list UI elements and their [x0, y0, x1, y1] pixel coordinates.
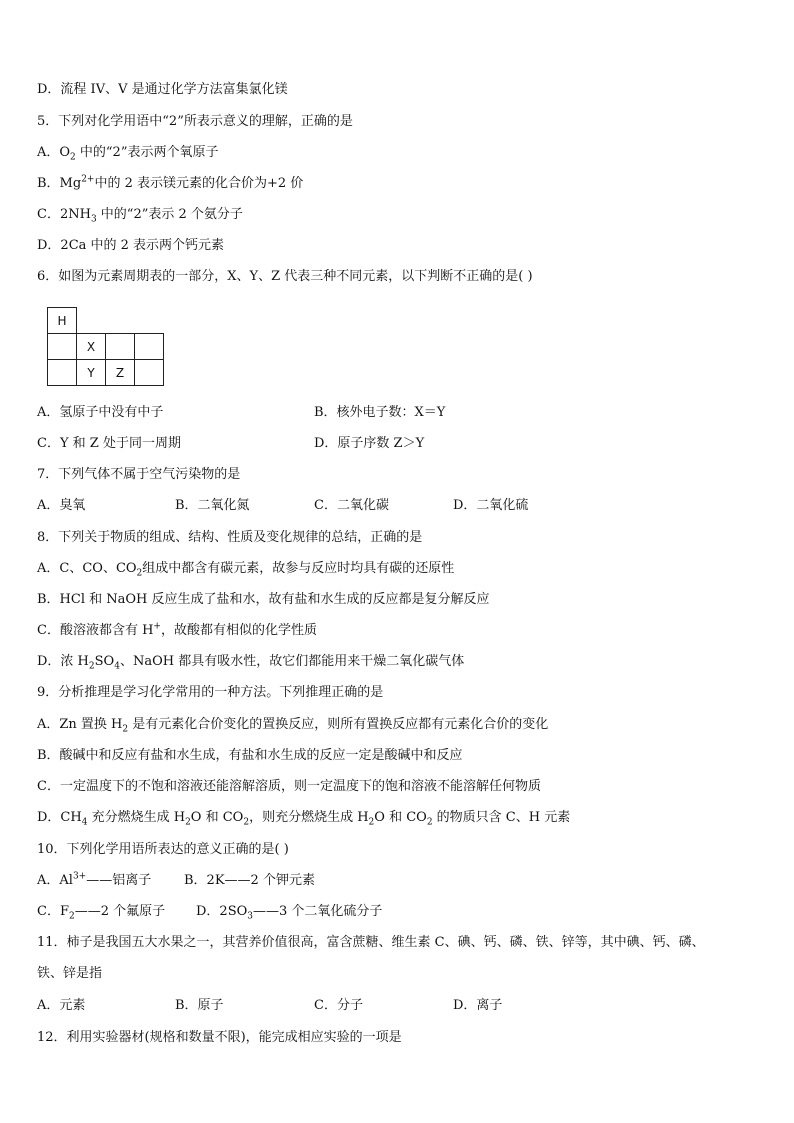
question-11-line2: 铁、锌是指 [37, 966, 103, 981]
q9-option-b: B．酸碱中和反应有盐和水生成，有盐和水生成的反应一定是酸碱中和反应 [37, 748, 463, 763]
q9-option-d: D．$CH_4$ 充分燃烧生成 $H_2O$ 和 $CO_2$，则充分燃烧生成 $H_2O$ 和 $CO_2$ 的物质只含 C、H 元素 [37, 810, 571, 828]
q8-option-a: A．C、CO、$CO_2$组成中都含有碳元素，故参与反应时均具有碳的还原性 [37, 561, 455, 579]
q7-option-d: D．二氧化硫 [453, 498, 529, 513]
q7-option-c: C．二氧化碳 [314, 498, 389, 513]
question-7: 7．下列气体不属于空气污染物的是 [37, 467, 241, 482]
question-6: 6．如图为元素周期表的一部分，X、Y、Z 代表三种不同元素，以下判断不正确的是( ) [37, 269, 533, 284]
q8-option-b: B．HCl 和 NaOH 反应生成了盐和水，故有盐和水生成的反应都是复分解反应 [37, 592, 490, 607]
q5-option-c: C．$2NH_3$ 中的“2”表示 2 个氨分子 [37, 207, 243, 225]
q9-option-a: A．Zn 置换 $H_2$ 是有元素化合价变化的置换反应，则所有置换反应都有元素化合价的变化 [37, 717, 549, 735]
question-9: 9．分析推理是学习化学常用的一种方法。下列推理正确的是 [37, 685, 384, 700]
q8-option-c: C．酸溶液都含有 H+，故酸都有相似的化学性质 [37, 621, 317, 638]
periodic-table-fragment [47, 307, 164, 386]
q5-option-b: B．$Mg^{2+}$中的 2 表示镁元素的化合价为+2 价 [37, 174, 304, 191]
q11-option-d: D．离子 [453, 998, 503, 1013]
option-d-line: D．流程 IV、V 是通过化学方法富集氯化镁 [37, 82, 288, 97]
q6-option-a: A．氢原子中没有中子 [37, 405, 164, 420]
q10-option-c: C．$F_2——2$ 个氟原子 [37, 904, 166, 922]
q11-option-c: C．分子 [314, 998, 363, 1013]
q5-option-d: D．2Ca 中的 2 表示两个钙元素 [37, 238, 225, 253]
cell-h: H [48, 308, 77, 334]
q6-option-c: C．Y 和 Z 处于同一周期 [37, 436, 181, 451]
q7-option-a: A．臭氧 [37, 498, 86, 513]
q6-option-d: D．原子序数 Z＞Y [314, 436, 425, 451]
q7-option-b: B．二氧化氮 [175, 498, 250, 513]
q5-option-a: A．$O_2$ 中的“2”表示两个氧原子 [37, 145, 219, 163]
cell-y: Y [77, 360, 106, 386]
cell-x: X [77, 334, 106, 360]
q10-option-a: A．$Al^{3+}——$铝离子 [37, 871, 152, 888]
q9-option-c: C．一定温度下的不饱和溶液还能溶解溶质，则一定温度下的饱和溶液不能溶解任何物质 [37, 779, 541, 794]
cell-z: Z [106, 360, 135, 386]
question-10: 10．下列化学用语所表达的意义正确的是( ) [37, 842, 289, 857]
question-12: 12．利用实验器材(规格和数量不限)，能完成相应实验的一项是 [37, 1030, 402, 1045]
q10-option-b: B．2K——2 个钾元素 [184, 873, 315, 888]
q11-option-b: B．原子 [175, 998, 224, 1013]
question-8: 8．下列关于物质的组成、结构、性质及变化规律的总结，正确的是 [37, 530, 423, 545]
q6-option-b: B．核外电子数：X＝Y [314, 405, 446, 420]
q11-option-a: A．元素 [37, 998, 86, 1013]
question-11-line1: 11．柿子是我国五大水果之一，其营养价值很高，富含蔗糖、维生素 C、碘、钙、磷、铁、锌等，其中碘、钙、磷、 [37, 935, 705, 950]
q8-option-d: D．浓 $H_2SO_4$、NaOH 都具有吸水性，故它们都能用来干燥二氧化碳气体 [37, 654, 465, 672]
question-5: 5．下列对化学用语中“2”所表示意义的理解，正确的是 [37, 114, 353, 129]
q10-option-d: D．$2SO_3——3$ 个二氧化硫分子 [196, 904, 383, 922]
